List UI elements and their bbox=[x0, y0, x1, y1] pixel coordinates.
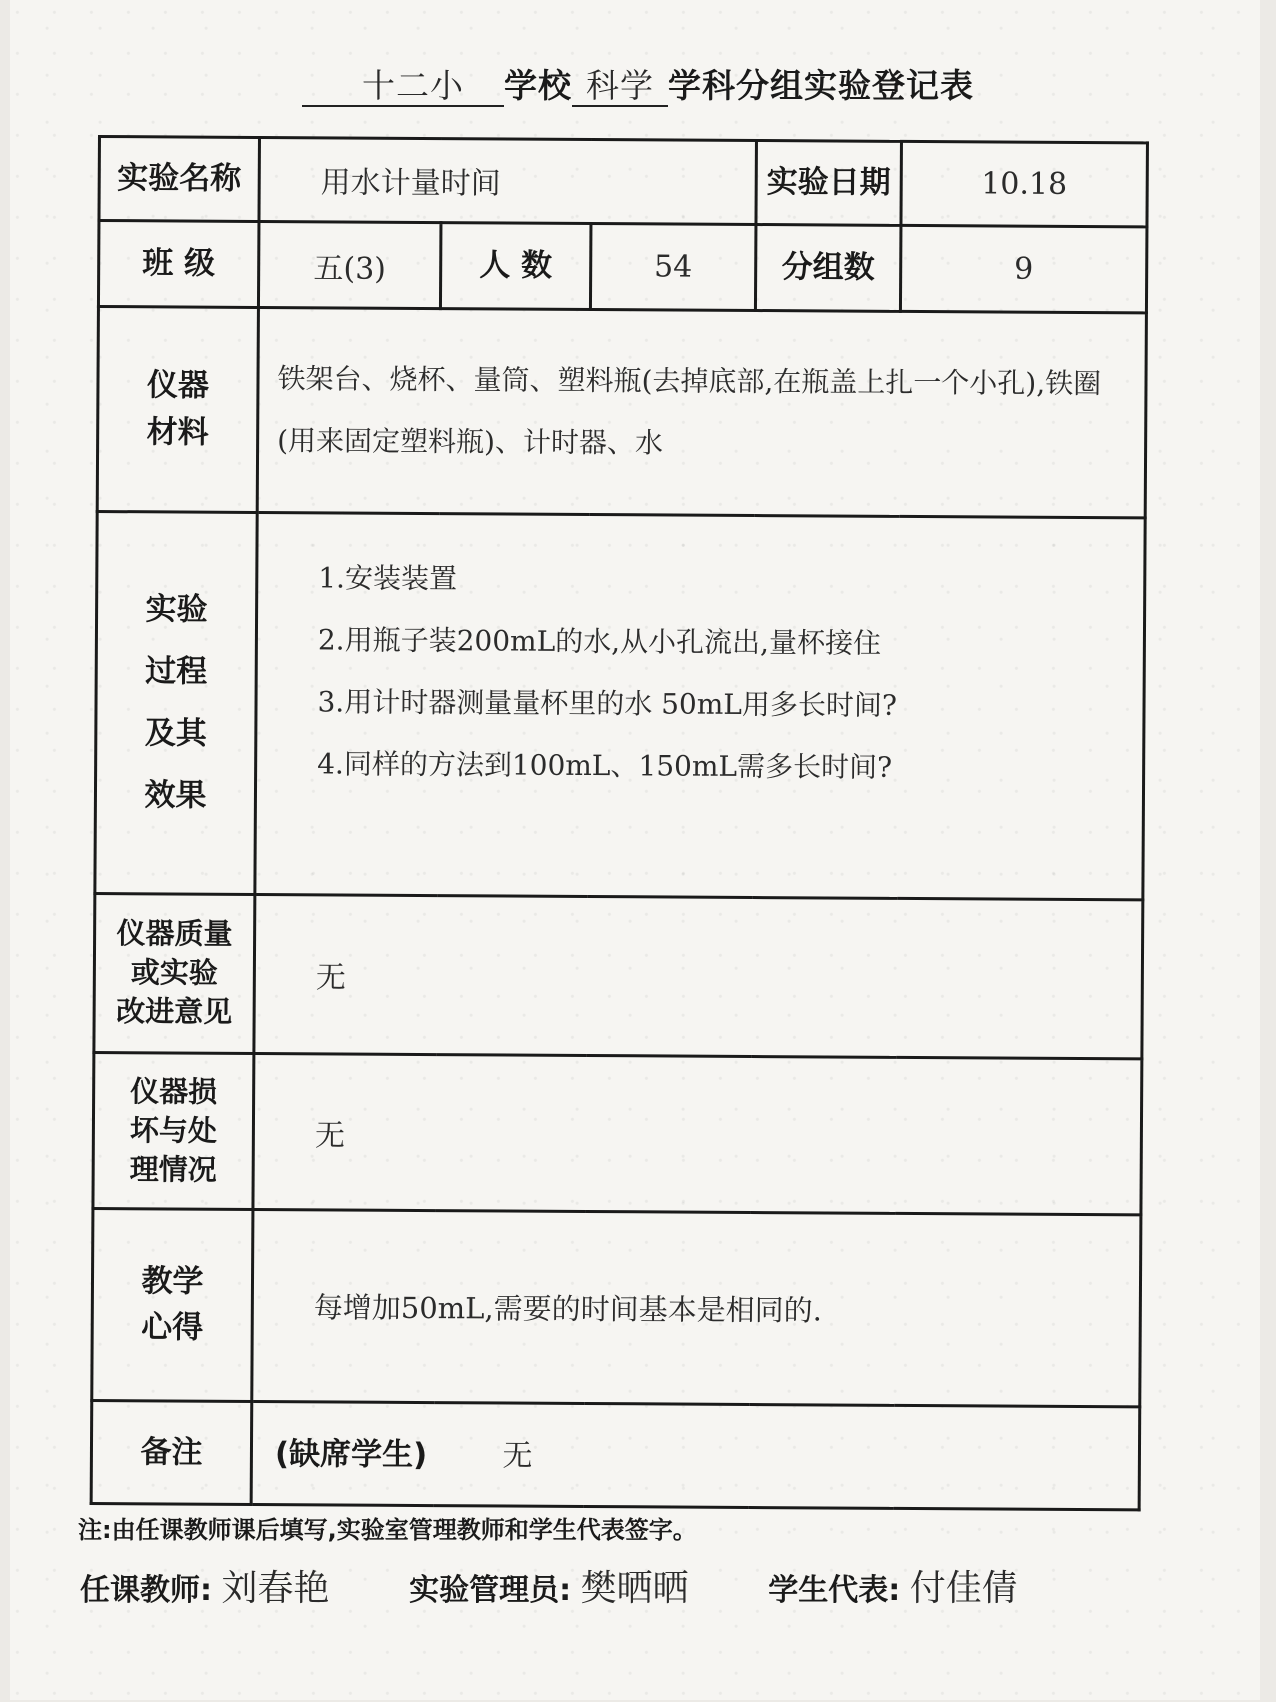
school-name-handwritten: 十二小 bbox=[302, 66, 504, 107]
admin-label: 实验管理员: bbox=[409, 1573, 572, 1608]
school-suffix: 学校 bbox=[504, 66, 572, 105]
process-label-line: 效果 bbox=[144, 777, 207, 814]
process-step: 2.用瓶子装200mL的水,从小孔流出,量杯接住 bbox=[317, 622, 882, 660]
damage-label-line: 仪器损 bbox=[130, 1073, 218, 1109]
insight-label-line: 心得 bbox=[141, 1309, 204, 1346]
admin-signature: 樊晒晒 bbox=[580, 1568, 689, 1609]
equipment-label-line: 仪器 bbox=[146, 367, 210, 404]
row-quality bbox=[94, 893, 1143, 1059]
row-damage bbox=[93, 1052, 1142, 1214]
row-insight bbox=[92, 1209, 1141, 1407]
subject-handwritten: 科学 bbox=[572, 66, 668, 107]
experiment-date-label: 实验日期 bbox=[756, 141, 902, 226]
class-label: 班 级 bbox=[98, 220, 259, 307]
row-experiment-name bbox=[99, 137, 1147, 227]
quality-label bbox=[94, 893, 255, 1053]
title-suffix: 学科分组实验登记表 bbox=[668, 66, 974, 105]
remarks-value: 无 bbox=[502, 1438, 533, 1474]
experiment-name-label: 实验名称 bbox=[99, 137, 260, 222]
process-label-line: 及其 bbox=[144, 715, 207, 752]
teacher-label: 任课教师: bbox=[80, 1573, 212, 1608]
process-label-line: 实验 bbox=[145, 591, 208, 628]
form-title bbox=[0, 60, 1276, 107]
people-value: 54 bbox=[590, 223, 756, 310]
groups-value: 9 bbox=[900, 225, 1147, 313]
row-process bbox=[95, 511, 1145, 900]
quality-label-line: 改进意见 bbox=[116, 994, 233, 1030]
insight-value: 每增加50mL,需要的时间基本是相同的. bbox=[252, 1209, 1141, 1406]
damage-label bbox=[93, 1052, 254, 1209]
damage-label-line: 坏与处 bbox=[129, 1113, 218, 1148]
experiment-date-value: 10.18 bbox=[901, 141, 1148, 226]
equipment-value: 铁架台、烧杯、量筒、塑料瓶(去掉底部,在瓶盖上扎一个小孔),铁圈(用来固定塑料瓶)、计时器、水 bbox=[257, 308, 1146, 518]
groups-label: 分组数 bbox=[755, 224, 901, 311]
process-steps bbox=[255, 512, 1145, 900]
equipment-label-line: 材料 bbox=[146, 414, 209, 451]
equipment-label bbox=[97, 307, 258, 512]
student-label: 学生代表: bbox=[768, 1573, 901, 1608]
damage-label-line: 理情况 bbox=[129, 1152, 217, 1187]
process-step: 3.用计时器测量量杯里的水 50mL用多长时间? bbox=[317, 684, 898, 722]
row-class-info bbox=[98, 220, 1147, 313]
quality-label-line: 仪器质量 bbox=[116, 916, 233, 951]
process-step: 4.同样的方法到100mL、150mL需多长时间? bbox=[317, 746, 893, 784]
process-label-line: 过程 bbox=[145, 653, 208, 690]
remarks-label: 备注 bbox=[91, 1400, 252, 1504]
experiment-record-table bbox=[90, 135, 1149, 1511]
signature-line bbox=[80, 1560, 1180, 1611]
damage-value: 无 bbox=[253, 1053, 1142, 1214]
footer-note: 注:由任课教师课后填写,实验室管理教师和学生代表签字。 bbox=[78, 1516, 697, 1544]
remarks-cell bbox=[251, 1401, 1140, 1510]
process-label bbox=[95, 511, 257, 894]
process-step: 1.安装装置 bbox=[318, 560, 458, 595]
row-equipment bbox=[97, 307, 1146, 518]
teacher-signature: 刘春艳 bbox=[221, 1568, 330, 1609]
class-value: 五(3) bbox=[258, 221, 441, 308]
row-remarks bbox=[91, 1400, 1140, 1510]
insight-label-line: 教学 bbox=[141, 1263, 204, 1300]
remarks-prefix: (缺席学生) bbox=[274, 1435, 428, 1473]
insight-label bbox=[92, 1209, 253, 1402]
student-signature: 付佳倩 bbox=[909, 1568, 1018, 1609]
people-label: 人 数 bbox=[440, 223, 591, 310]
quality-label-line: 或实验 bbox=[130, 955, 218, 990]
quality-value: 无 bbox=[254, 894, 1143, 1059]
experiment-name-value: 用水计量时间 bbox=[259, 137, 757, 224]
